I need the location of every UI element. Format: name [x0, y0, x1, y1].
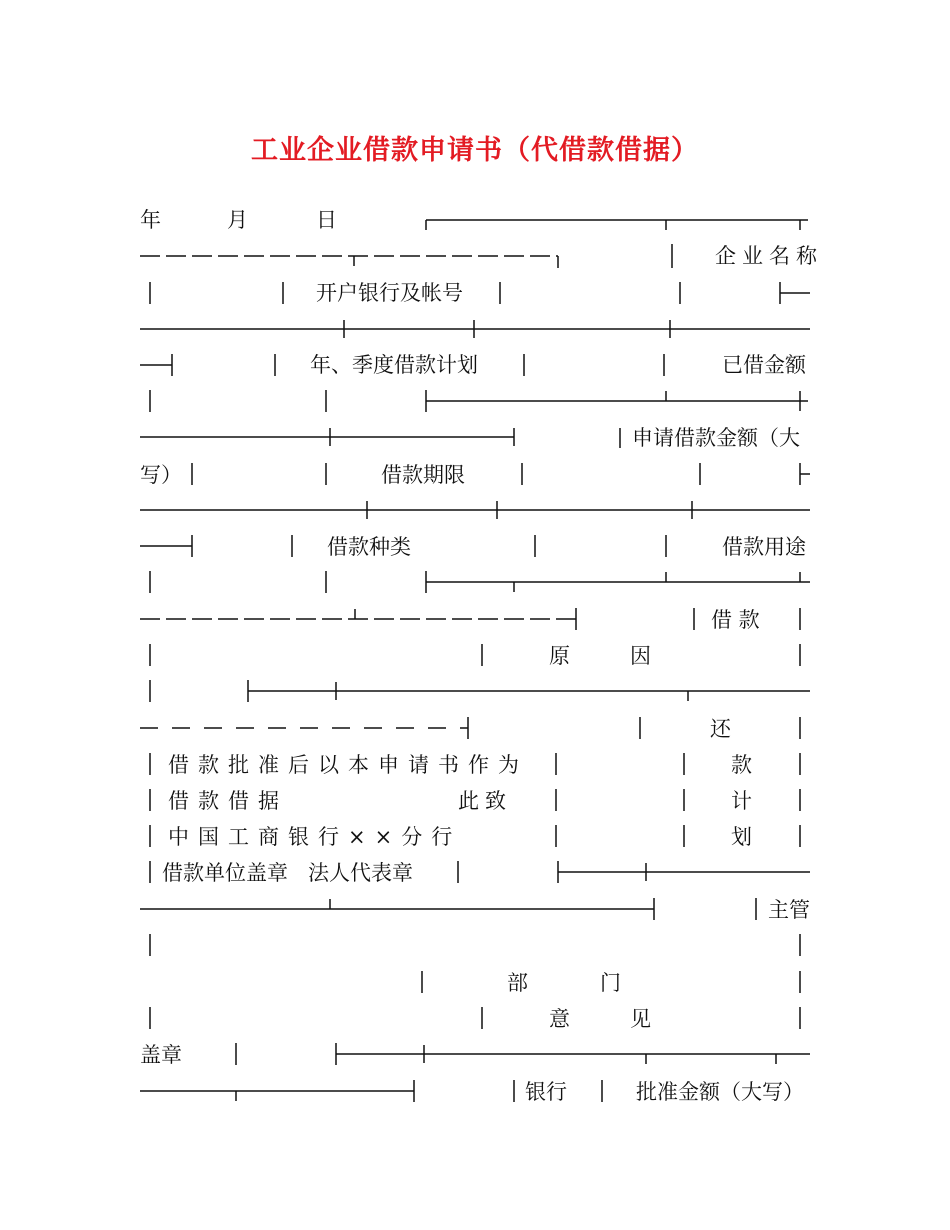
statement-seals: 借款单位盖章 法人代表章 — [162, 861, 414, 885]
label-repay-hua: 划 — [731, 825, 752, 849]
label-repay-ji: 计 — [731, 789, 752, 813]
label-approved-amount: 批准金额（大写） — [636, 1080, 804, 1104]
label-opinion-yi: 意 — [549, 1007, 570, 1031]
date-year: 年 — [140, 208, 161, 232]
label-repay-kuan: 款 — [731, 753, 752, 777]
label-dept-bu: 部 — [507, 971, 528, 995]
label-dept-men: 门 — [600, 971, 621, 995]
label-borrowed-amount: 已借金额 — [722, 353, 806, 377]
statement-line-2-end: 此致 — [458, 789, 512, 813]
label-requested-amount: 申请借款金额（大 — [632, 426, 800, 450]
date-day: 日 — [316, 208, 337, 232]
label-loan-purpose: 借款用途 — [722, 535, 806, 559]
label-loan-type: 借款种类 — [327, 535, 411, 559]
label-reason-yuan: 原 — [549, 644, 570, 668]
label-annual-plan: 年、季度借款计划 — [310, 353, 478, 377]
statement-line-1: 借款批准后以本申请书作为 — [168, 753, 528, 777]
statement-line-2: 借款借据 — [168, 789, 288, 813]
label-reason: 借 款 — [711, 608, 760, 632]
label-bank: 银行 — [525, 1080, 567, 1104]
label-manager: 主管 — [768, 898, 810, 922]
document-title: 工业企业借款申请书（代借款借据） — [251, 135, 699, 166]
label-opinion-jian: 见 — [630, 1007, 651, 1031]
statement-line-3: 中国工商银行××分行 — [168, 825, 462, 849]
label-term: 借款期限 — [381, 463, 465, 487]
date-month: 月 — [227, 208, 248, 232]
label-repay-huan: 还 — [710, 717, 731, 741]
label-reason-yin: 因 — [630, 644, 651, 668]
label-requested-amount-cont: 写） — [140, 463, 182, 487]
label-bank-account: 开户银行及帐号 — [316, 281, 463, 305]
label-company-name: 企业名称 — [715, 244, 823, 268]
label-seal: 盖章 — [140, 1043, 182, 1067]
